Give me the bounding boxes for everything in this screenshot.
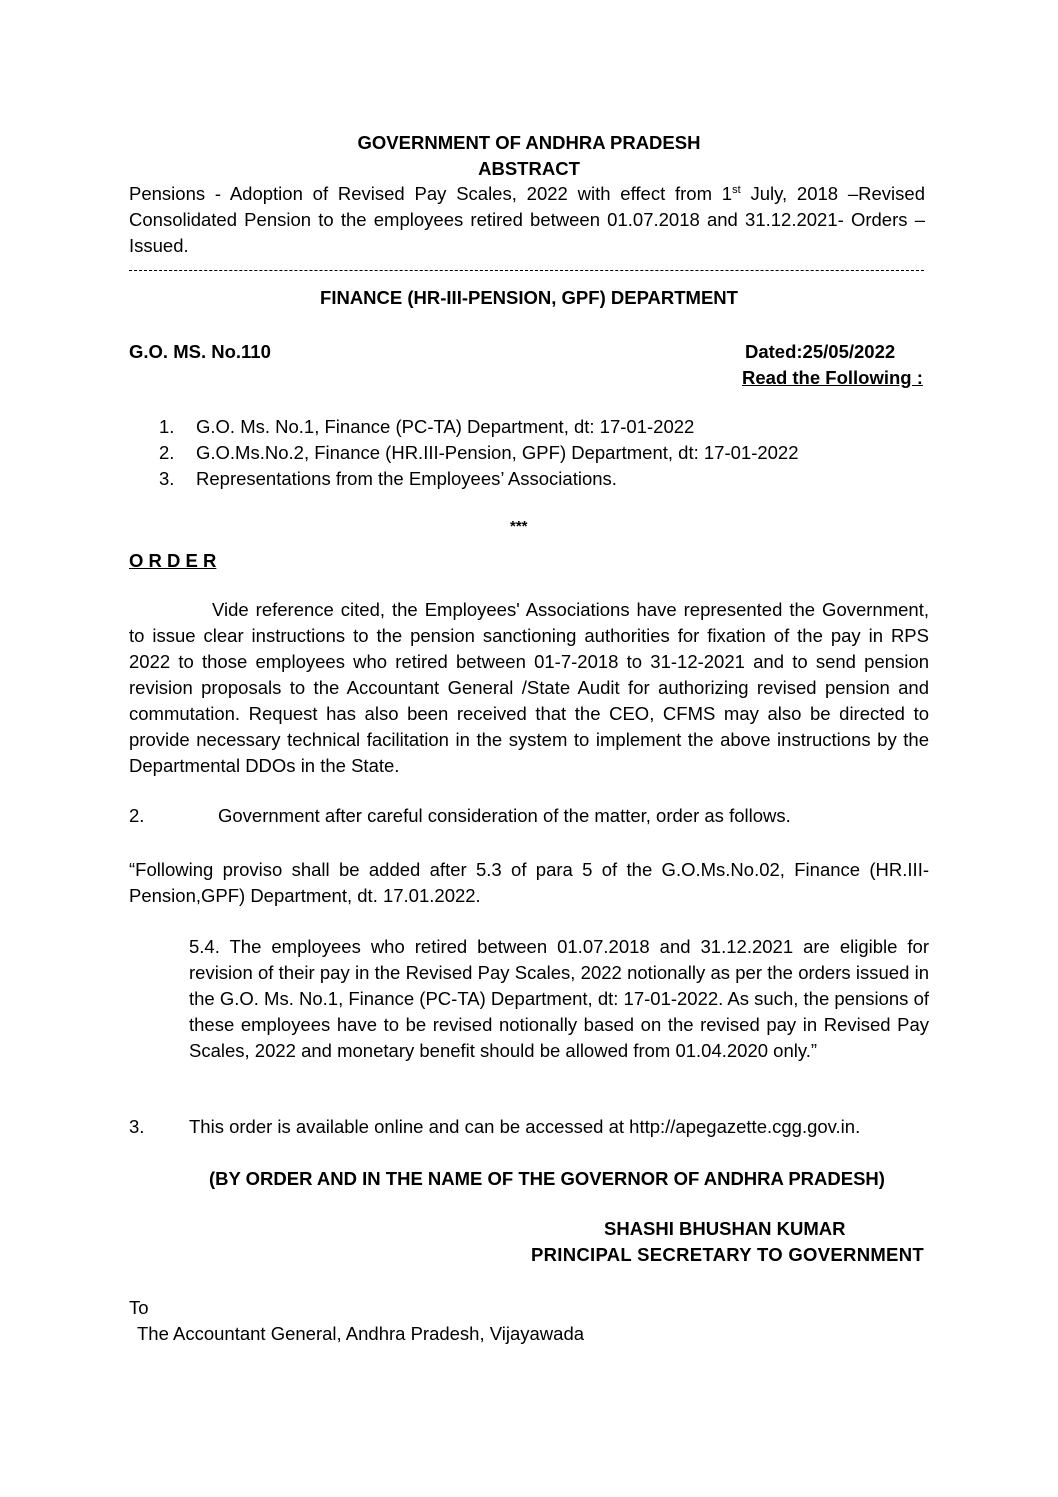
reference-item: 3. Representations from the Employees’ Associations. — [159, 468, 617, 489]
to-recipient: The Accountant General, Andhra Pradesh, Vijayawada — [137, 1323, 585, 1344]
order-heading: O R D E R — [129, 550, 217, 571]
para3-number: 3. — [129, 1116, 145, 1137]
subject-superscript: st — [732, 184, 741, 196]
read-following-label: Read the Following : — [742, 367, 923, 388]
reference-item: 1. G.O. Ms. No.1, Finance (PC-TA) Department, dt: 17-01-2022 — [159, 416, 695, 437]
subject-text-part1: Pensions - Adoption of Revised Pay Scales, 2022 with effect from 1 — [129, 183, 733, 204]
order-paragraph-1: Vide reference cited, the Employees' Associations have represented the Government, to issue clear instructions to the pension sanctioning authorities for fixation of the pay in RPS 2022 to those employees who retired between 01-7-2018 to 31-12-2021 and to send pension revision proposals to the Accountant General /State Audit for authorizing revised pension and commutation. Request has also been received that the CEO, CFMS may also be directed to provide necessary technical facilitation in the system to implement the above instructions by the Departmental DDOs in the State. — [129, 599, 929, 776]
proviso-intro: “Following proviso shall be added after 5.3 of para 5 of the G.O.Ms.No.02, Finance (HR.III-Pension,GPF) Department, dt. 17.01.2022. — [129, 859, 929, 906]
para3-text: This order is available online and can be accessed at http://apegazette.cgg.gov.in. — [189, 1116, 861, 1137]
subject-line — [129, 181, 925, 259]
governor-line: (BY ORDER AND IN THE NAME OF THE GOVERNOR OF ANDHRA PRADESH) — [209, 1168, 885, 1189]
to-label: To — [129, 1297, 149, 1318]
separator-asterisks: *** — [510, 518, 528, 535]
abstract-heading: ABSTRACT — [478, 158, 580, 179]
para2-number: 2. — [129, 805, 145, 826]
dated-label: Dated:25/05/2022 — [745, 341, 896, 362]
para2-text: Government after careful consideration of the matter, order as follows. — [218, 805, 791, 826]
proviso-text: 5.4. The employees who retired between 01.07.2018 and 31.12.2021 are eligible for revision of their pay in the Revised Pay Scales, 2022 notionally as per the orders issued in the G.O. Ms. No.1, Finance (PC-TA) Department, dt: 17-01-2022. As such, the pensions of these employees have to be revised notionally based on the revised pay in Revised Pay Scales, 2022 and monetary benefit should be allowed from 01.04.2020 only.” — [189, 936, 929, 1061]
go-number: G.O. MS. No.110 — [129, 341, 271, 362]
government-heading: GOVERNMENT OF ANDHRA PRADESH — [357, 132, 701, 153]
signatory-name: SHASHI BHUSHAN KUMAR — [604, 1218, 846, 1239]
department-heading: FINANCE (HR-III-PENSION, GPF) DEPARTMENT — [320, 287, 738, 308]
subject-text-part2: July, 2018 –Revised Consolidated Pension to the employees retired between 01.07.2018 and 31.12.2021- Orders – Issued. — [129, 183, 925, 256]
dashed-divider — [129, 270, 924, 271]
reference-list — [159, 414, 919, 492]
signatory-title: PRINCIPAL SECRETARY TO GOVERNMENT — [531, 1244, 924, 1265]
reference-item: 2. G.O.Ms.No.2, Finance (HR.III-Pension, GPF) Department, dt: 17-01-2022 — [159, 442, 799, 463]
